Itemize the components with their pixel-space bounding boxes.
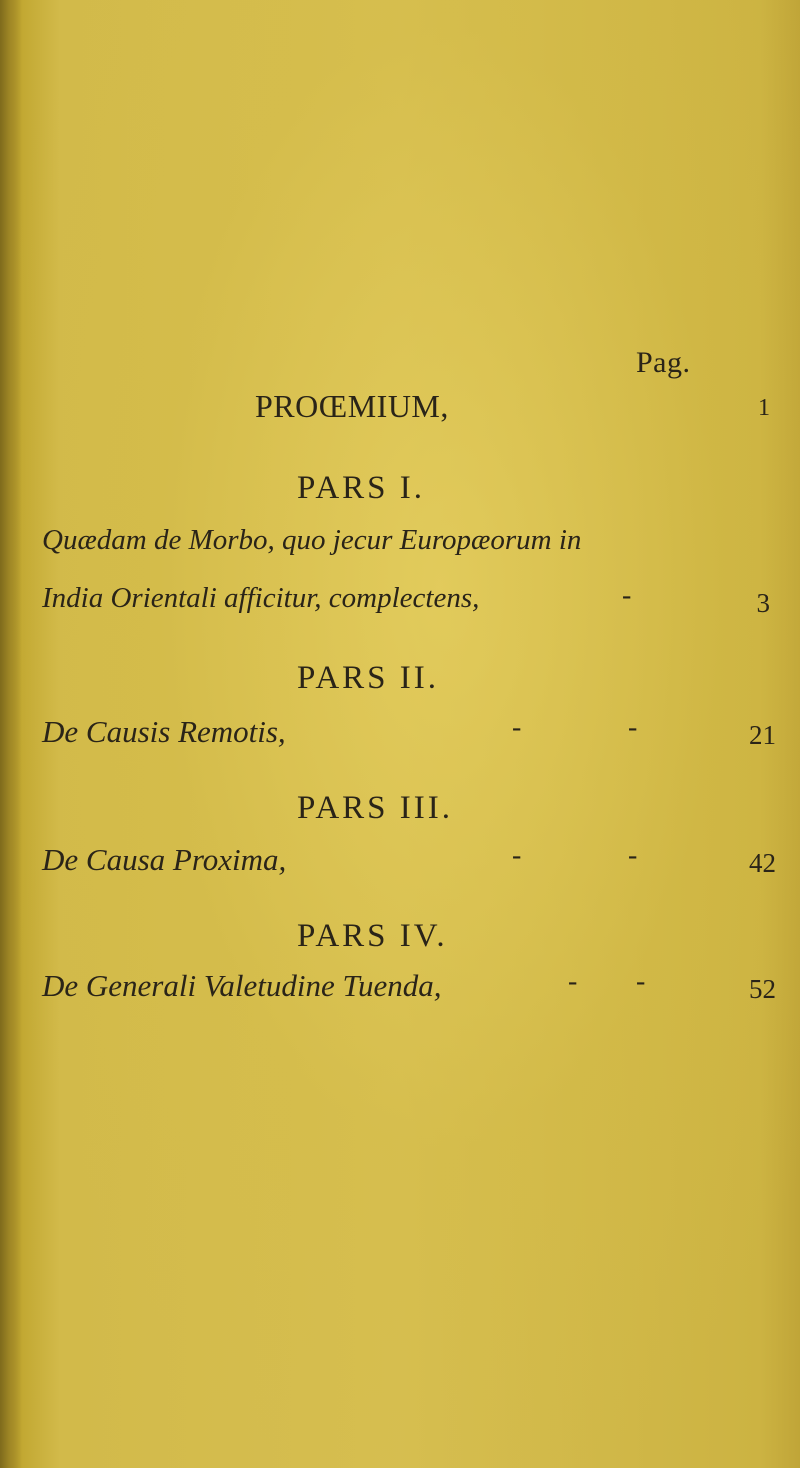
part-3-heading: PARS III. bbox=[297, 790, 453, 826]
page-gutter-shadow bbox=[0, 0, 22, 1468]
part-2-heading: PARS II. bbox=[297, 660, 439, 696]
part-3-leader-dash-2: - bbox=[628, 840, 638, 871]
part-2-leader-dash-2: - bbox=[628, 712, 638, 743]
part-1-title-line-2: India Orientali afficitur, complectens, bbox=[42, 582, 480, 614]
proemium-title: PROŒMIUM, bbox=[255, 388, 449, 424]
part-3-title: De Causa Proxima, bbox=[42, 842, 287, 877]
part-2-title: De Causis Remotis, bbox=[42, 714, 286, 749]
part-1-leader-dash: - bbox=[622, 580, 632, 611]
part-1-page-number: 3 bbox=[756, 588, 770, 618]
page-column-label: Pag. bbox=[636, 346, 691, 379]
part-4-leader-dash-1: - bbox=[568, 966, 578, 997]
part-3-page-number: 42 bbox=[749, 848, 776, 878]
part-3-leader-dash-1: - bbox=[512, 840, 522, 871]
proemium-page-number: 1 bbox=[758, 395, 770, 421]
part-4-title: De Generali Valetudine Tuenda, bbox=[42, 968, 442, 1003]
part-2-leader-dash-1: - bbox=[512, 712, 522, 743]
part-4-heading: PARS IV. bbox=[297, 918, 448, 954]
part-4-page-number: 52 bbox=[749, 974, 776, 1004]
part-2-page-number: 21 bbox=[749, 720, 776, 750]
part-1-heading: PARS I. bbox=[297, 470, 426, 506]
part-4-leader-dash-2: - bbox=[636, 966, 646, 997]
part-1-title-line-1: Quædam de Morbo, quo jecur Europæorum in bbox=[42, 524, 582, 556]
